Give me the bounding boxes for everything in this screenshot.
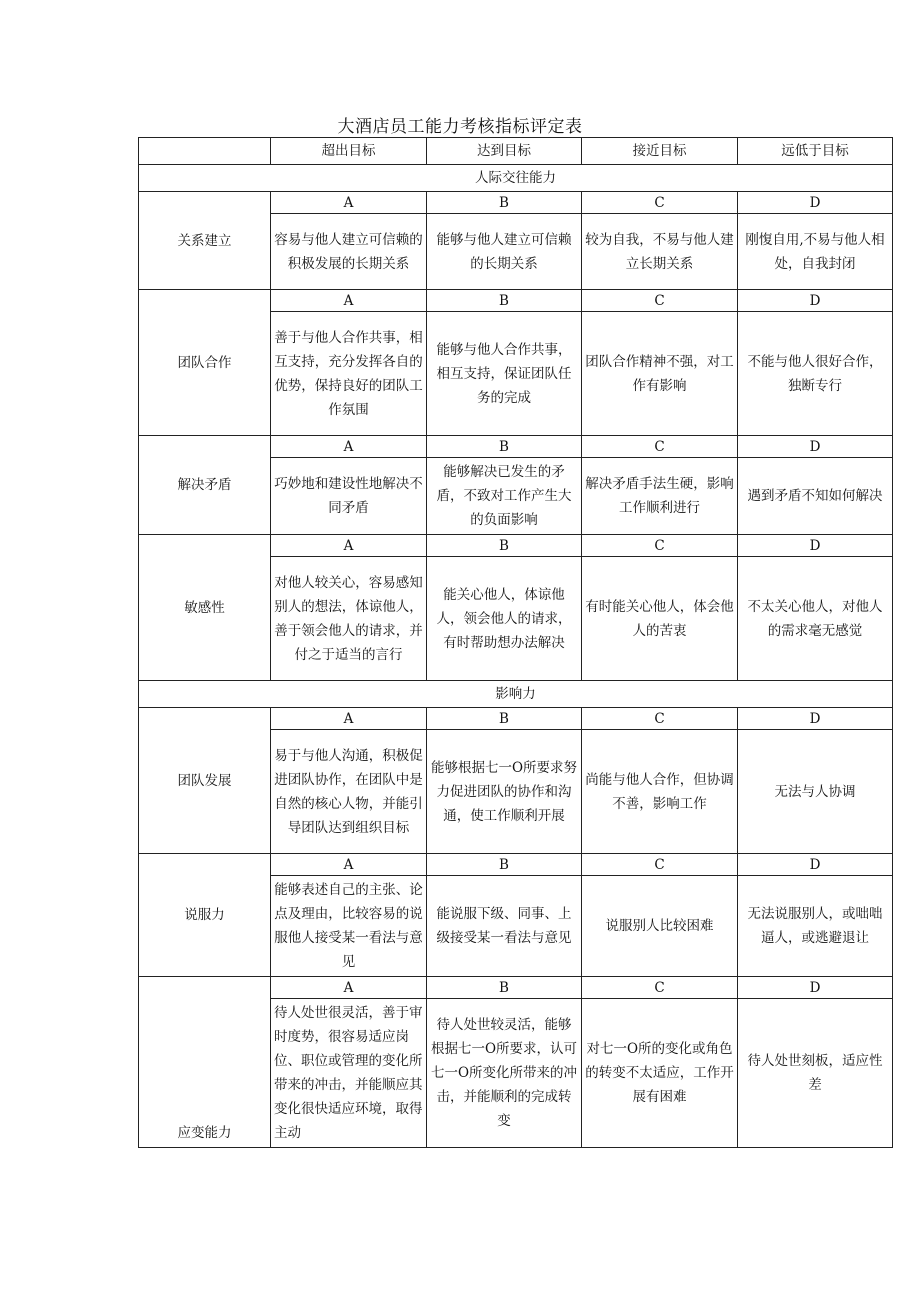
- level-c: C: [582, 290, 738, 312]
- level-d: D: [738, 436, 893, 458]
- desc-c: 有时能关心他人，体会他人的苦衷: [582, 557, 738, 681]
- desc-b: 能够解决已发生的矛盾，不致对工作产生大的负面影响: [427, 458, 582, 535]
- level-a: A: [271, 290, 427, 312]
- level-row: [139, 854, 893, 876]
- level-c: C: [582, 854, 738, 876]
- level-a: A: [271, 535, 427, 557]
- desc-a: 能够表述自己的主张、论点及理由，比较容易的说服他人接受某一看法与意见: [271, 876, 427, 977]
- level-row: [139, 708, 893, 730]
- level-c: C: [582, 436, 738, 458]
- level-c: C: [582, 535, 738, 557]
- level-a: A: [271, 192, 427, 214]
- header-exceed: 超出目标: [271, 138, 427, 165]
- desc-b: 能够与他人建立可信赖的长期关系: [427, 214, 582, 290]
- desc-a: 巧妙地和建设性地解决不同矛盾: [271, 458, 427, 535]
- desc-b: 能够与他人合作共事，相互支持，保证团队任务的完成: [427, 312, 582, 436]
- level-row: [139, 436, 893, 458]
- level-c: C: [582, 192, 738, 214]
- section-row: [139, 165, 893, 192]
- section-row: [139, 681, 893, 708]
- level-d: D: [738, 535, 893, 557]
- desc-c: 较为自我，不易与他人建立长期关系: [582, 214, 738, 290]
- desc-d: 刚愎自用,不易与他人相处，自我封闭: [738, 214, 893, 290]
- level-d: D: [738, 192, 893, 214]
- level-row: [139, 290, 893, 312]
- item-name: 敏感性: [139, 535, 271, 681]
- level-d: D: [738, 977, 893, 999]
- desc-a: 善于与他人合作共事，相互支持，充分发挥各自的优势，保持良好的团队工作氛围: [271, 312, 427, 436]
- header-blank: [139, 138, 271, 165]
- level-b: B: [427, 290, 582, 312]
- desc-d: 无法与人协调: [738, 730, 893, 854]
- level-c: C: [582, 977, 738, 999]
- desc-b: 待人处世较灵活，能够根据七一O所要求，认可七一O所变化所带来的冲击，并能顺利的完成转变: [427, 999, 582, 1148]
- item-name: 应变能力: [139, 977, 271, 1148]
- item-name: 团队合作: [139, 290, 271, 436]
- item-name: 解决矛盾: [139, 436, 271, 535]
- desc-c: 对七一O所的变化或角色的转变不太适应，工作开展有困难: [582, 999, 738, 1148]
- desc-d: 无法说服别人，或咄咄逼人，或逃避退让: [738, 876, 893, 977]
- level-b: B: [427, 535, 582, 557]
- desc-a: 易于与他人沟通，积极促进团队协作，在团队中是自然的核心人物，并能引导团队达到组织目标: [271, 730, 427, 854]
- section-title-interpersonal: 人际交往能力: [139, 165, 893, 192]
- level-a: A: [271, 436, 427, 458]
- level-b: B: [427, 854, 582, 876]
- header-below: 远低于目标: [738, 138, 893, 165]
- desc-d: 不能与他人很好合作，独断专行: [738, 312, 893, 436]
- desc-d: 不太关心他人，对他人的需求毫无感觉: [738, 557, 893, 681]
- item-name: 团队发展: [139, 708, 271, 854]
- desc-c: 说服别人比较困难: [582, 876, 738, 977]
- page-title: 大酒店员工能力考核指标评定表: [337, 117, 583, 137]
- desc-d: 遇到矛盾不知如何解决: [738, 458, 893, 535]
- level-row: [139, 192, 893, 214]
- level-a: A: [271, 708, 427, 730]
- section-title-influence: 影响力: [139, 681, 893, 708]
- item-name: 说服力: [139, 854, 271, 977]
- header-near: 接近目标: [582, 138, 738, 165]
- level-b: B: [427, 436, 582, 458]
- evaluation-table: [138, 137, 893, 1148]
- level-c: C: [582, 708, 738, 730]
- level-d: D: [738, 708, 893, 730]
- desc-c: 团队合作精神不强，对工作有影响: [582, 312, 738, 436]
- level-d: D: [738, 854, 893, 876]
- desc-d: 待人处世刻板，适应性差: [738, 999, 893, 1148]
- level-row: [139, 977, 893, 999]
- desc-a: 容易与他人建立可信赖的积极发展的长期关系: [271, 214, 427, 290]
- level-b: B: [427, 977, 582, 999]
- desc-a: 对他人较关心，容易感知别人的想法，体谅他人，善于领会他人的请求，并付之于适当的言行: [271, 557, 427, 681]
- desc-a: 待人处世很灵活，善于审时度势，很容易适应岗位、职位或管理的变化所带来的冲击，并能顺应其变化很快适应环境，取得主动: [271, 999, 427, 1148]
- level-b: B: [427, 192, 582, 214]
- level-a: A: [271, 854, 427, 876]
- level-b: B: [427, 708, 582, 730]
- header-meet: 达到目标: [427, 138, 582, 165]
- desc-b: 能够根据七一O所要求努力促进团队的协作和沟通，使工作顺利开展: [427, 730, 582, 854]
- desc-c: 解决矛盾手法生硬，影响工作顺利进行: [582, 458, 738, 535]
- desc-b: 能说服下级、同事、上级接受某一看法与意见: [427, 876, 582, 977]
- desc-c: 尚能与他人合作，但协调不善，影响工作: [582, 730, 738, 854]
- level-d: D: [738, 290, 893, 312]
- header-row: [139, 138, 893, 165]
- level-a: A: [271, 977, 427, 999]
- item-name: 关系建立: [139, 192, 271, 290]
- desc-b: 能关心他人，体谅他人，领会他人的请求，有时帮助想办法解决: [427, 557, 582, 681]
- level-row: [139, 535, 893, 557]
